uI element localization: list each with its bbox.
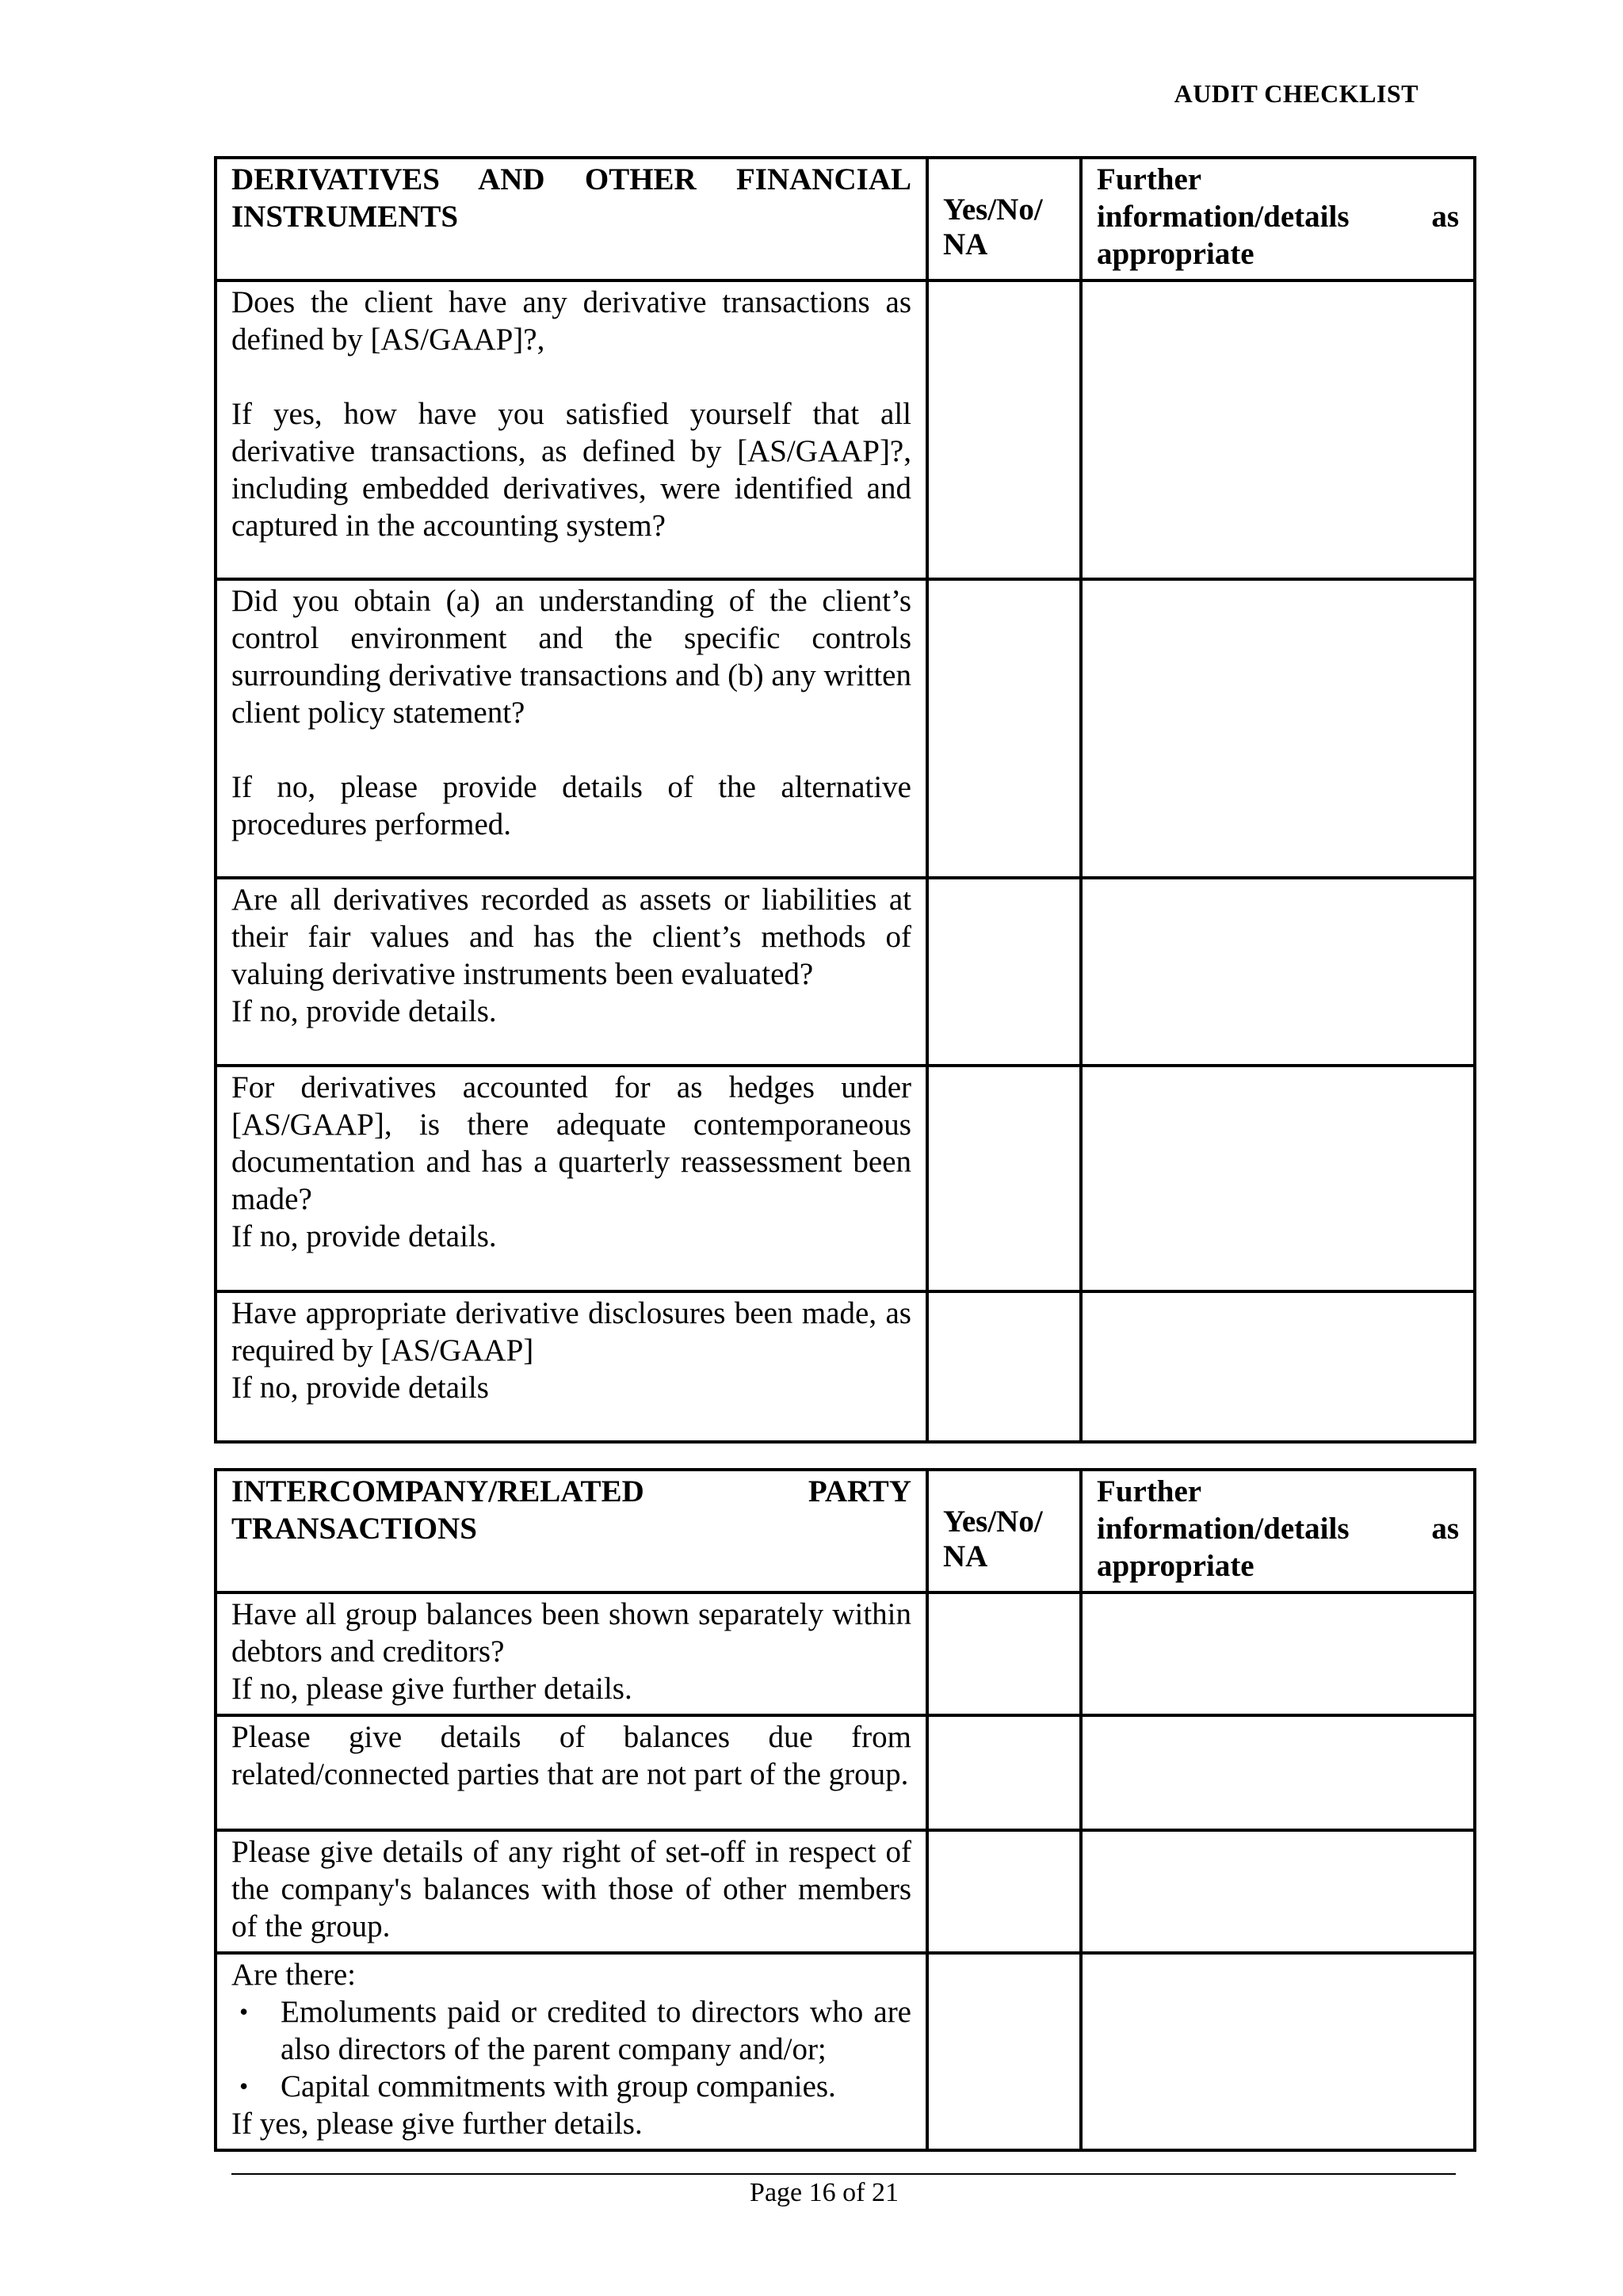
list-item: • Emoluments paid or credited to directors who are also directors of the parent company and/or;: [281, 1993, 911, 2068]
yes-no-answer-cell[interactable]: [927, 280, 1081, 579]
question-cell: Please give details of any right of set-off in respect of the company's balances with those of other members of the group.: [216, 1830, 927, 1953]
table-row: [216, 1953, 1475, 2150]
table-row: [216, 1830, 1475, 1953]
further-info-cell[interactable]: [1081, 1592, 1475, 1715]
yes-no-answer-cell[interactable]: [927, 878, 1081, 1066]
question-cell: Are all derivatives recorded as assets or liabilities at their fair values and has the client’s methods of valuing derivative instruments been evaluated? If no, provide details.: [216, 878, 927, 1066]
further-info-cell[interactable]: [1081, 1830, 1475, 1953]
further-info-cell[interactable]: [1081, 1066, 1475, 1291]
question-cell: Have all group balances been shown separately within debtors and creditors? If no, please give further details.: [216, 1592, 927, 1715]
further-info-header: Further information/details as appropriate: [1081, 1470, 1475, 1592]
further-info-cell[interactable]: [1081, 878, 1475, 1066]
bullet-list: [231, 1993, 911, 2105]
yes-no-answer-cell[interactable]: [927, 1830, 1081, 1953]
table-row: [216, 280, 1475, 579]
footer-divider: [231, 2173, 1456, 2175]
table-row: [216, 1291, 1475, 1442]
further-info-cell[interactable]: [1081, 280, 1475, 579]
question-cell: Does the client have any derivative transactions as defined by [AS/GAAP]?, If yes, how have you satisfied yourself that all derivative transactions, as defined by [AS/GAAP]?, including embedded derivatives, were identified and captured in the accounting system?: [216, 280, 927, 579]
table-header-row: [216, 158, 1475, 280]
further-info-cell[interactable]: [1081, 579, 1475, 878]
table-row: [216, 1592, 1475, 1715]
yes-no-answer-cell[interactable]: [927, 1953, 1081, 2150]
document-header-title: AUDIT CHECKLIST: [1174, 79, 1419, 108]
list-item: • Capital commitments with group companies.: [281, 2068, 911, 2105]
table-row: [216, 878, 1475, 1066]
question-cell: For derivatives accounted for as hedges under [AS/GAAP], is there adequate contemporaneous documentation and has a quarterly reassessment been made? If no, provide details.: [216, 1066, 927, 1291]
section-heading-line2: INSTRUMENTS: [231, 200, 459, 234]
question-cell: Did you obtain (a) an understanding of the client’s control environment and the specific controls surrounding derivative transactions and (b) any written client policy statement? If no, please provide details of the alternative procedures performed.: [216, 579, 927, 878]
table-row: [216, 1066, 1475, 1291]
section-heading: [216, 158, 927, 280]
table-header-row: [216, 1470, 1475, 1592]
table-row: [216, 1715, 1475, 1830]
yes-no-answer-cell[interactable]: [927, 1291, 1081, 1442]
section-heading-line1: DERIVATIVES AND OTHER FINANCIAL: [231, 162, 911, 196]
question-cell: Have appropriate derivative disclosures been made, as required by [AS/GAAP] If no, provide details: [216, 1291, 927, 1442]
page-number: Page 16 of 21: [750, 2178, 899, 2207]
question-cell: Please give details of balances due from related/connected parties that are not part of the group.: [216, 1715, 927, 1830]
intercompany-checklist-table: [214, 1468, 1476, 2152]
table-row: [216, 579, 1475, 878]
yes-no-answer-cell[interactable]: [927, 1066, 1081, 1291]
yes-no-answer-cell[interactable]: [927, 1592, 1081, 1715]
further-info-header: Further information/details as appropriate: [1081, 158, 1475, 280]
yes-no-na-header: Yes/No/ NA: [927, 158, 1081, 280]
further-info-cell[interactable]: [1081, 1715, 1475, 1830]
section-heading: INTERCOMPANY/RELATED PARTY TRANSACTIONS: [216, 1470, 927, 1592]
yes-no-answer-cell[interactable]: [927, 1715, 1081, 1830]
derivatives-checklist-table: [214, 156, 1476, 1444]
question-cell: Are there: • Emoluments paid or credited to directors who are also directors of the parent company and/or; • Capital commitments with group companies. If yes, please give further details.: [216, 1953, 927, 2150]
further-info-cell[interactable]: [1081, 1291, 1475, 1442]
further-info-cell[interactable]: [1081, 1953, 1475, 2150]
yes-no-answer-cell[interactable]: [927, 579, 1081, 878]
yes-no-na-header: Yes/No/ NA: [927, 1470, 1081, 1592]
